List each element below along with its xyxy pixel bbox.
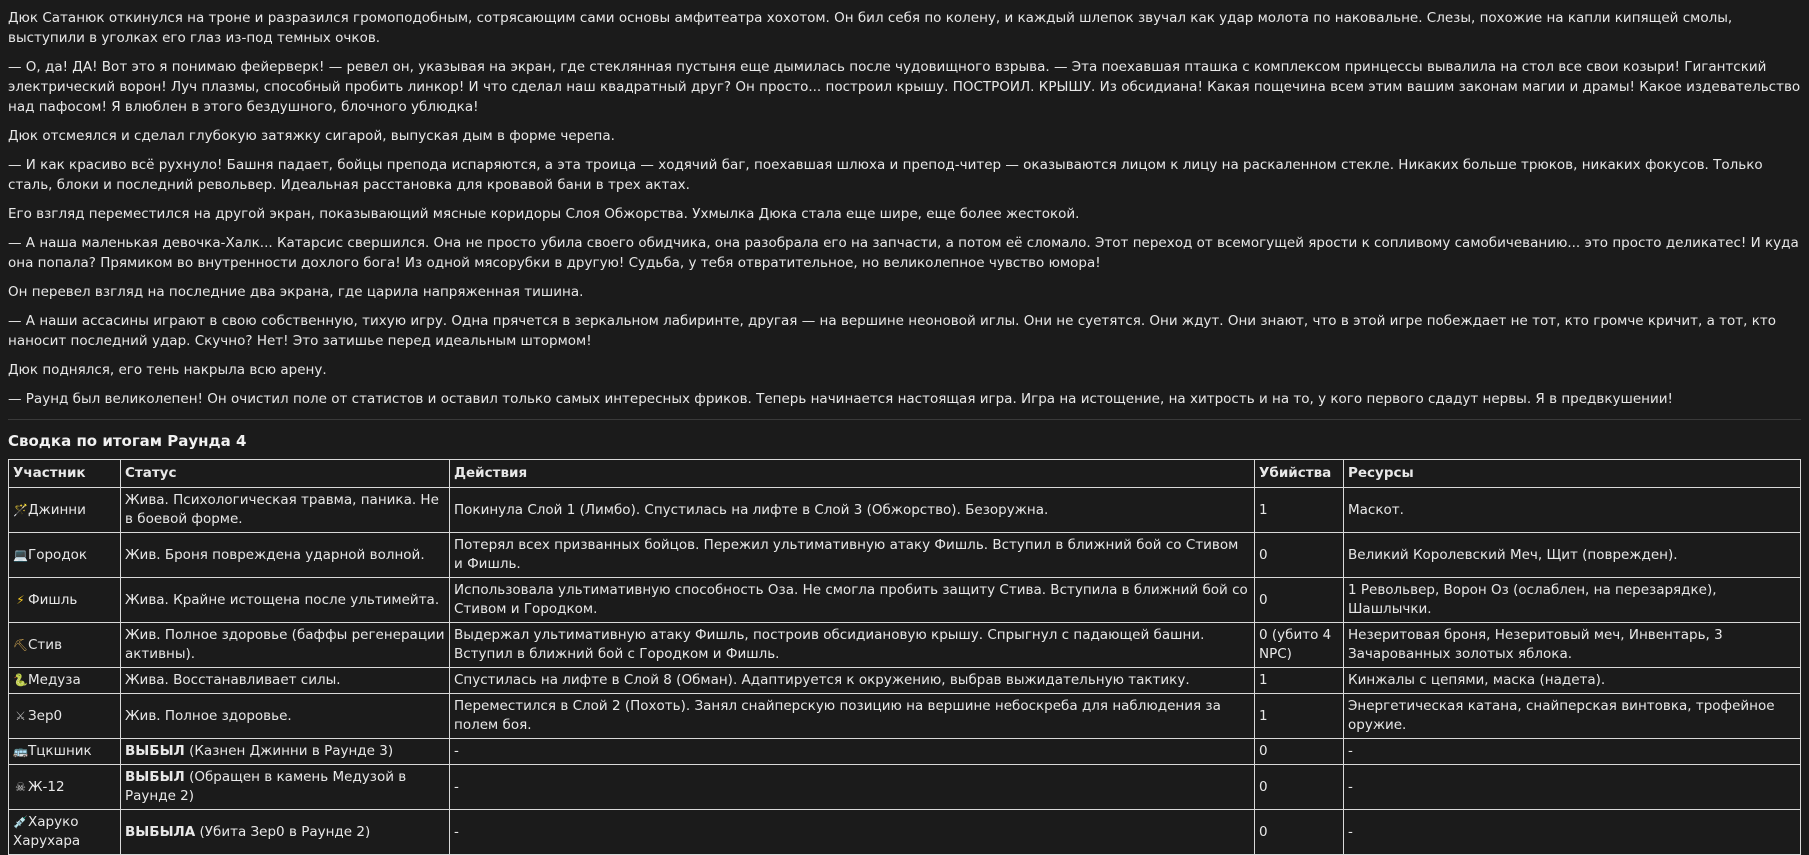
participant-name: Фишль [28, 591, 78, 608]
story-paragraph: — О, да! ДА! Вот это я понимаю фейерверк! — ревел он, указывая на экран, где стеклянная пустыня еще дымилась после чудовищного взрыва. — Эта поехавшая пташка с комплексом принцессы вывалила на стол все свои козыри! Гигантский электрический ворон! Луч плазмы, способный пробить линкор! И что сделал наш квадратный друг? Он просто... построил крышу. ПОСТРОИЛ. КРЫШУ. Из обсидиана! Какая пощечина всем этим вашим законам магии и драмы! Какое издевательство над пафосом! Я влюблен в этого бездушного, блочного ублюдка! [8, 59, 1801, 115]
summary-table [8, 459, 1801, 855]
cell-kills: 0 [1255, 739, 1344, 765]
status-text: Жив. Броня повреждена ударной волной. [125, 546, 425, 563]
table-header-row [9, 460, 1801, 488]
table-row [9, 488, 1801, 533]
story-paragraph: Дюк поднялся, его тень накрыла всю арену. [8, 362, 327, 378]
laptop-icon: 💻 [13, 547, 28, 562]
table-row [9, 533, 1801, 578]
header-resources: Ресурсы [1344, 460, 1801, 488]
story-paragraph: — А наша маленькая девочка-Халк... Катарсис свершился. Она не просто убила своего обидчика, она разобрала его на запчасти, а потом её сломало. Этот переход от всемогущей ярости к сопливому самобичеванию... это просто деликатес! И куда она попала? Прямиком во внутренности дохлого бога! Из одной мясорубки в другую! Судьба, у тебя отвратительное, но великолепное чувство юмора! [8, 235, 1799, 271]
cell-status [121, 739, 450, 765]
cell-status [121, 810, 450, 855]
divider [8, 419, 1801, 420]
participant-name: Зер0 [28, 707, 63, 724]
cell-participant [9, 739, 121, 765]
story-paragraph: Он перевел взгляд на последние два экрана, где царила напряженная тишина. [8, 284, 584, 300]
status-text: Жива. Крайне истощена после ультимейта. [125, 591, 440, 608]
cell-status [121, 533, 450, 578]
cell-status [121, 623, 450, 668]
participant-name: Стив [28, 636, 63, 653]
status-eliminated: ВЫБЫЛ [125, 769, 185, 785]
cell-actions: Потерял всех призванных бойцов. Пережил ультимативную атаку Фишль. Вступил в ближний бой со Стивом и Фишль. [450, 533, 1255, 578]
header-kills: Убийства [1255, 460, 1344, 488]
cell-participant [9, 533, 121, 578]
table-row [9, 810, 1801, 855]
table-row [9, 668, 1801, 694]
cell-participant [9, 765, 121, 810]
participant-name: Харуко Харухара [13, 814, 81, 849]
cell-participant [9, 810, 121, 855]
table-row [9, 694, 1801, 739]
header-participant: Участник [9, 460, 121, 488]
cell-actions: - [450, 739, 1255, 765]
status-text: (Казнен Джинни в Раунде 3) [184, 743, 394, 759]
snake-icon: 🐍 [13, 673, 28, 687]
participant-name: Тцкшник [28, 743, 92, 759]
status-eliminated: ВЫБЫЛ [125, 743, 185, 759]
cell-actions: Спустилась на лифте в Слой 8 (Обман). Адаптируется к окружению, выбрав выжидательную тактику. [450, 668, 1255, 694]
bus-icon: 🚌 [13, 744, 28, 758]
status-text: Жив. Полное здоровье. [125, 707, 292, 724]
status-text: Жива. Психологическая травма, паника. Не в боевой форме. [125, 492, 439, 527]
story-paragraph: — Раунд был великолепен! Он очистил поле от статистов и оставил только самых интересных фриков. Теперь начинается настоящая игра. Игра на истощение, на хитрость и на то, у кого первого сдадут нервы. Я в предвкушении! [8, 391, 1673, 407]
participant-name: Джинни [28, 501, 86, 518]
cell-status [121, 765, 450, 810]
story-paragraph: Его взгляд переместился на другой экран, показывающий мясные коридоры Слоя Обжорства. Ухмылка Дюка стала еще шире, еще более жестокой. [8, 206, 1080, 222]
participant-name: Городок [28, 546, 88, 563]
cell-kills: 0 [1255, 578, 1344, 623]
cell-kills: 0 [1255, 765, 1344, 810]
participant-name: Ж-12 [28, 778, 65, 795]
cell-status [121, 694, 450, 739]
cell-resources: Кинжалы с цепями, маска (надета). [1344, 668, 1801, 694]
table-body [9, 488, 1801, 855]
cell-actions: Покинула Слой 1 (Лимбо). Спустилась на лифте в Слой 3 (Обжорство). Безоружна. [450, 488, 1255, 533]
cell-participant [9, 488, 121, 533]
cell-status [121, 668, 450, 694]
status-text: Жива. Восстанавливает силы. [125, 672, 341, 688]
cell-resources: Великий Королевский Меч, Щит (поврежден). [1344, 533, 1801, 578]
crossed-swords-icon: ⚔ [15, 708, 26, 723]
cell-participant [9, 623, 121, 668]
cell-kills: 0 [1255, 533, 1344, 578]
participant-name: Медуза [28, 672, 81, 688]
cell-resources: 1 Револьвер, Ворон Оз (ослаблен, на перезарядке), Шашлычки. [1344, 578, 1801, 623]
cell-actions: Использовала ультимативную способность Оза. Не смогла пробить защиту Стива. Вступила в ближний бой со Стивом и Городком. [450, 578, 1255, 623]
header-status: Статус [121, 460, 450, 488]
status-text: (Обращен в камень Медузой в Раунде 2) [125, 769, 407, 804]
cell-kills: 0 (убито 4 NPC) [1255, 623, 1344, 668]
cell-resources: Незеритовая броня, Незеритовый меч, Инвентарь, 3 Зачарованных золотых яблока. [1344, 623, 1801, 668]
table-row [9, 765, 1801, 810]
cell-kills: 0 [1255, 810, 1344, 855]
table-row [9, 739, 1801, 765]
story-paragraph: — И как красиво всё рухнуло! Башня падает, бойцы препода испаряются, а эта троица — ходячий баг, поехавшая шлюха и препод-читер — оказываются лицом к лицу на раскаленном стекле. Никаких больше трюков, никаких фокусов. Только сталь, блоки и последний револьвер. Идеальная расстановка для кровавой бани в трех актах. [8, 157, 1763, 193]
cell-status [121, 488, 450, 533]
story-paragraph: — А наши ассасины играют в свою собственную, тихую игру. Одна прячется в зеркальном лабиринте, другая — на вершине неоновой иглы. Они не суетятся. Они ждут. Они знают, что в этой игре побеждает не тот, кто громче кричит, а тот, кто наносит последний удар. Скучно? Нет! Это затишье перед идеальным штормом! [8, 313, 1777, 349]
cell-actions: - [450, 810, 1255, 855]
cell-kills: 1 [1255, 694, 1344, 739]
status-eliminated: ВЫБЫЛА [125, 823, 196, 840]
story-paragraph: Дюк отсмеялся и сделал глубокую затяжку сигарой, выпуская дым в форме черепа. [8, 128, 615, 144]
wand-icon: 🪄 [13, 502, 28, 517]
cell-actions: Выдержал ультимативную атаку Фишль, построив обсидиановую крышу. Спрыгнул с падающей башни. Вступил в ближний бой с Городком и Фишль. [450, 623, 1255, 668]
cell-participant [9, 694, 121, 739]
syringe-icon: 💉 [13, 815, 28, 829]
story-text [8, 0, 1801, 409]
summary-title: Сводка по итогам Раунда 4 [8, 432, 247, 450]
pickaxe-icon: ⛏ [13, 637, 29, 652]
cell-resources: Энергетическая катана, снайперская винтовка, трофейное оружие. [1344, 694, 1801, 739]
cell-resources: - [1344, 739, 1801, 765]
status-text: Жив. Полное здоровье (баффы регенерации активны). [125, 627, 445, 662]
lightning-icon: ⚡ [16, 592, 25, 607]
cell-kills: 1 [1255, 668, 1344, 694]
cell-actions: Переместился в Слой 2 (Похоть). Занял снайперскую позицию на вершине небоскреба для наблюдения за полем боя. [450, 694, 1255, 739]
status-text: (Убита Зер0 в Раунде 2) [195, 823, 371, 840]
cell-resources: Маскот. [1344, 488, 1801, 533]
cell-kills: 1 [1255, 488, 1344, 533]
table-row [9, 623, 1801, 668]
cell-resources: - [1344, 810, 1801, 855]
table-row [9, 578, 1801, 623]
skull-icon: ☠ [15, 779, 26, 794]
cell-status [121, 578, 450, 623]
cell-actions: - [450, 765, 1255, 810]
cell-participant [9, 578, 121, 623]
story-paragraph: Дюк Сатанюк откинулся на троне и разразился громоподобным, сотрясающим сами основы амфитеатра хохотом. Он бил себя по колену, и каждый шлепок звучал как удар молота по наковальне. Слезы, похожие на капли кипящей смолы, выступили в уголках его глаз из-под темных очков. [8, 10, 1733, 46]
cell-participant [9, 668, 121, 694]
cell-resources: - [1344, 765, 1801, 810]
header-actions: Действия [450, 460, 1255, 488]
